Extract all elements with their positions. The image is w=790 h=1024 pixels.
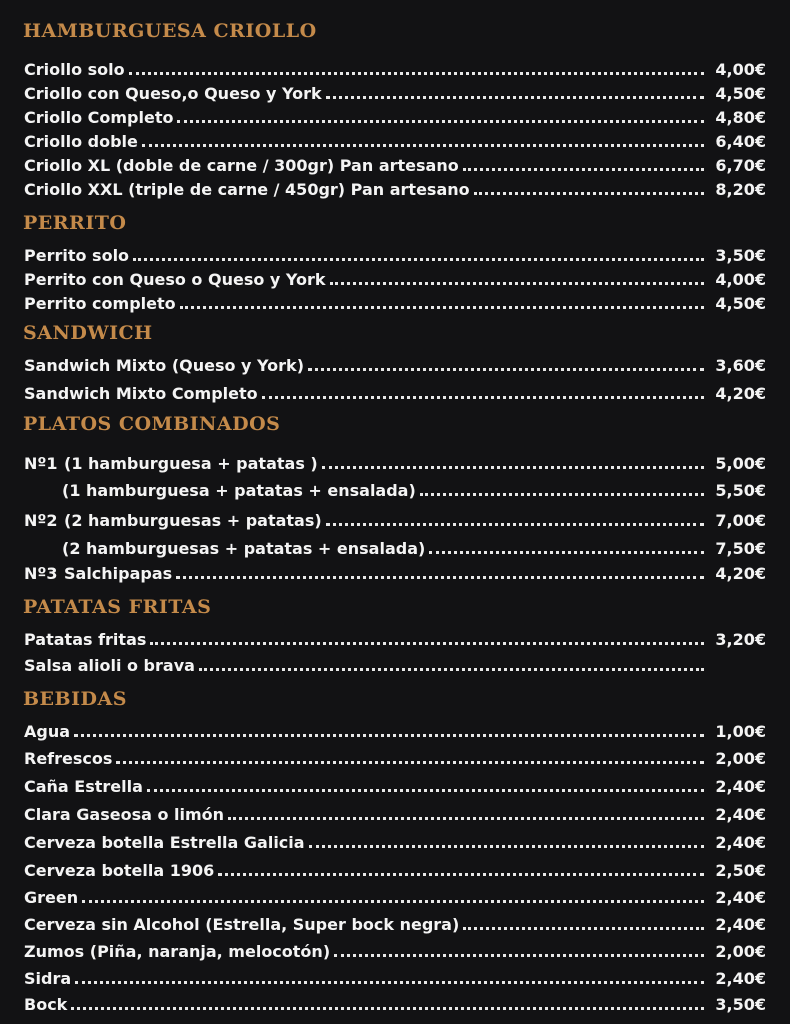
item-price: 3,50€ [715,246,766,265]
item-name: (1 hamburguesa + patatas + ensalada) [62,481,416,500]
item-price: 3,50€ [715,995,766,1014]
item-name: Patatas fritas [24,630,147,649]
item-name: Sandwich Mixto (Queso y York) [24,356,305,375]
leader-dots [322,466,704,469]
leader-dots [420,493,704,496]
menu-item [24,450,766,474]
item-price: 7,00€ [715,511,766,530]
item-name: Criollo XXL (triple de carne / 450gr) Pan artesano [24,180,470,199]
leader-dots [463,927,704,930]
item-price: 4,80€ [715,108,766,127]
item-price: 4,50€ [715,294,766,313]
menu-item [24,176,766,200]
item-name: Green [24,888,79,907]
leader-dots [75,981,704,984]
item-name: Cerveza sin Alcohol (Estrella, Super bock negra) [24,915,460,934]
menu-item [24,773,766,797]
menu-item [24,857,766,881]
item-price: 2,50€ [715,861,766,880]
leader-dots [142,144,704,147]
menu-item [24,352,766,376]
item-price: 2,00€ [715,942,766,961]
menu-item [24,801,766,825]
item-name: Sandwich Mixto Completo [24,384,258,403]
item-price: 6,40€ [715,132,766,151]
item-name [24,454,318,474]
item-price: 1,00€ [715,722,766,741]
menu-item [24,266,766,290]
menu-item [24,560,766,584]
combo-description: (2 hamburguesas + patatas) [64,511,322,530]
menu-item [24,718,766,742]
item-price: 6,70€ [715,156,766,175]
leader-dots [228,817,704,820]
combo-number: Nº1 [24,454,58,473]
section-title-platos: PLATOS COMBINADOS [23,413,281,435]
item-price: 2,40€ [715,777,766,796]
item-name: Clara Gaseosa o limón [24,805,225,824]
combo-description: Salchipapas [64,564,173,583]
item-name: Sidra [24,969,72,988]
leader-dots [74,734,704,737]
item-price: 8,20€ [715,180,766,199]
leader-dots [150,642,704,645]
leader-dots [133,258,704,261]
leader-dots [71,1007,704,1010]
menu-item [24,911,766,935]
section-title-patatas: PATATAS FRITAS [23,596,212,618]
menu-item [24,380,766,404]
menu-item [24,152,766,176]
leader-dots [180,306,704,309]
item-price: 2,40€ [715,888,766,907]
leader-dots [199,668,704,671]
item-price: 5,00€ [715,454,766,473]
leader-dots [326,523,704,526]
combo-description: (1 hamburguesa + patatas ) [64,454,318,473]
item-name: Criollo solo [24,60,125,79]
item-price: 4,00€ [715,60,766,79]
menu-item [24,652,766,676]
item-name: Caña Estrella [24,777,143,796]
menu-item [24,56,766,80]
leader-dots [308,368,704,371]
leader-dots [116,761,704,764]
menu-item [24,507,766,531]
menu-item [24,938,766,962]
menu-item [24,991,766,1015]
combo-number: Nº3 [24,564,58,583]
menu-item [24,477,766,501]
menu-item [24,80,766,104]
leader-dots [147,789,704,792]
item-name: Perrito solo [24,246,130,265]
menu-item [24,242,766,266]
section-title-sandwich: SANDWICH [23,322,153,344]
section-title-perrito: PERRITO [23,212,127,234]
item-name: Perrito con Queso o Queso y York [24,270,326,289]
item-name: Bock [24,995,68,1014]
menu-item [24,965,766,989]
item-price: 7,50€ [715,539,766,558]
menu-item [24,535,766,559]
leader-dots [309,845,704,848]
leader-dots [429,551,704,554]
section-title-hamburguesa: HAMBURGUESA CRIOLLO [23,20,317,42]
menu-item [24,829,766,853]
leader-dots [176,576,704,579]
leader-dots [463,168,704,171]
item-name: Criollo doble [24,132,138,151]
menu-item [24,884,766,908]
item-price: 2,40€ [715,969,766,988]
item-price: 4,20€ [715,384,766,403]
item-name: Criollo Completo [24,108,174,127]
leader-dots [334,954,704,957]
leader-dots [129,72,704,75]
leader-dots [262,396,704,399]
item-name [24,511,322,531]
item-name: Criollo con Queso,o Queso y York [24,84,322,103]
item-name: Salsa alioli o brava [24,656,195,675]
item-name: Criollo XL (doble de carne / 300gr) Pan artesano [24,156,459,175]
item-name: Cerveza botella 1906 [24,861,215,880]
item-price: 2,40€ [715,833,766,852]
section-title-bebidas: BEBIDAS [23,688,127,710]
item-price: 5,50€ [715,481,766,500]
item-name: (2 hamburguesas + patatas + ensalada) [62,539,426,558]
item-name: Cerveza botella Estrella Galicia [24,833,305,852]
item-price: 2,40€ [715,915,766,934]
item-price: 3,20€ [715,630,766,649]
item-name: Refrescos [24,749,113,768]
item-price: 3,60€ [715,356,766,375]
menu-item [24,104,766,128]
item-price: 4,00€ [715,270,766,289]
menu-item [24,626,766,650]
item-price: 2,40€ [715,805,766,824]
item-name: Perrito completo [24,294,176,313]
item-name: Zumos (Piña, naranja, melocotón) [24,942,331,961]
item-price: 4,50€ [715,84,766,103]
item-name [24,564,172,584]
item-name: Agua [24,722,71,741]
leader-dots [326,96,704,99]
leader-dots [330,282,704,285]
leader-dots [177,120,704,123]
item-price: 4,20€ [715,564,766,583]
menu-item [24,128,766,152]
leader-dots [82,900,704,903]
leader-dots [218,873,704,876]
item-price: 2,00€ [715,749,766,768]
leader-dots [474,192,704,195]
combo-number: Nº2 [24,511,58,530]
menu-item [24,290,766,314]
menu-item [24,745,766,769]
